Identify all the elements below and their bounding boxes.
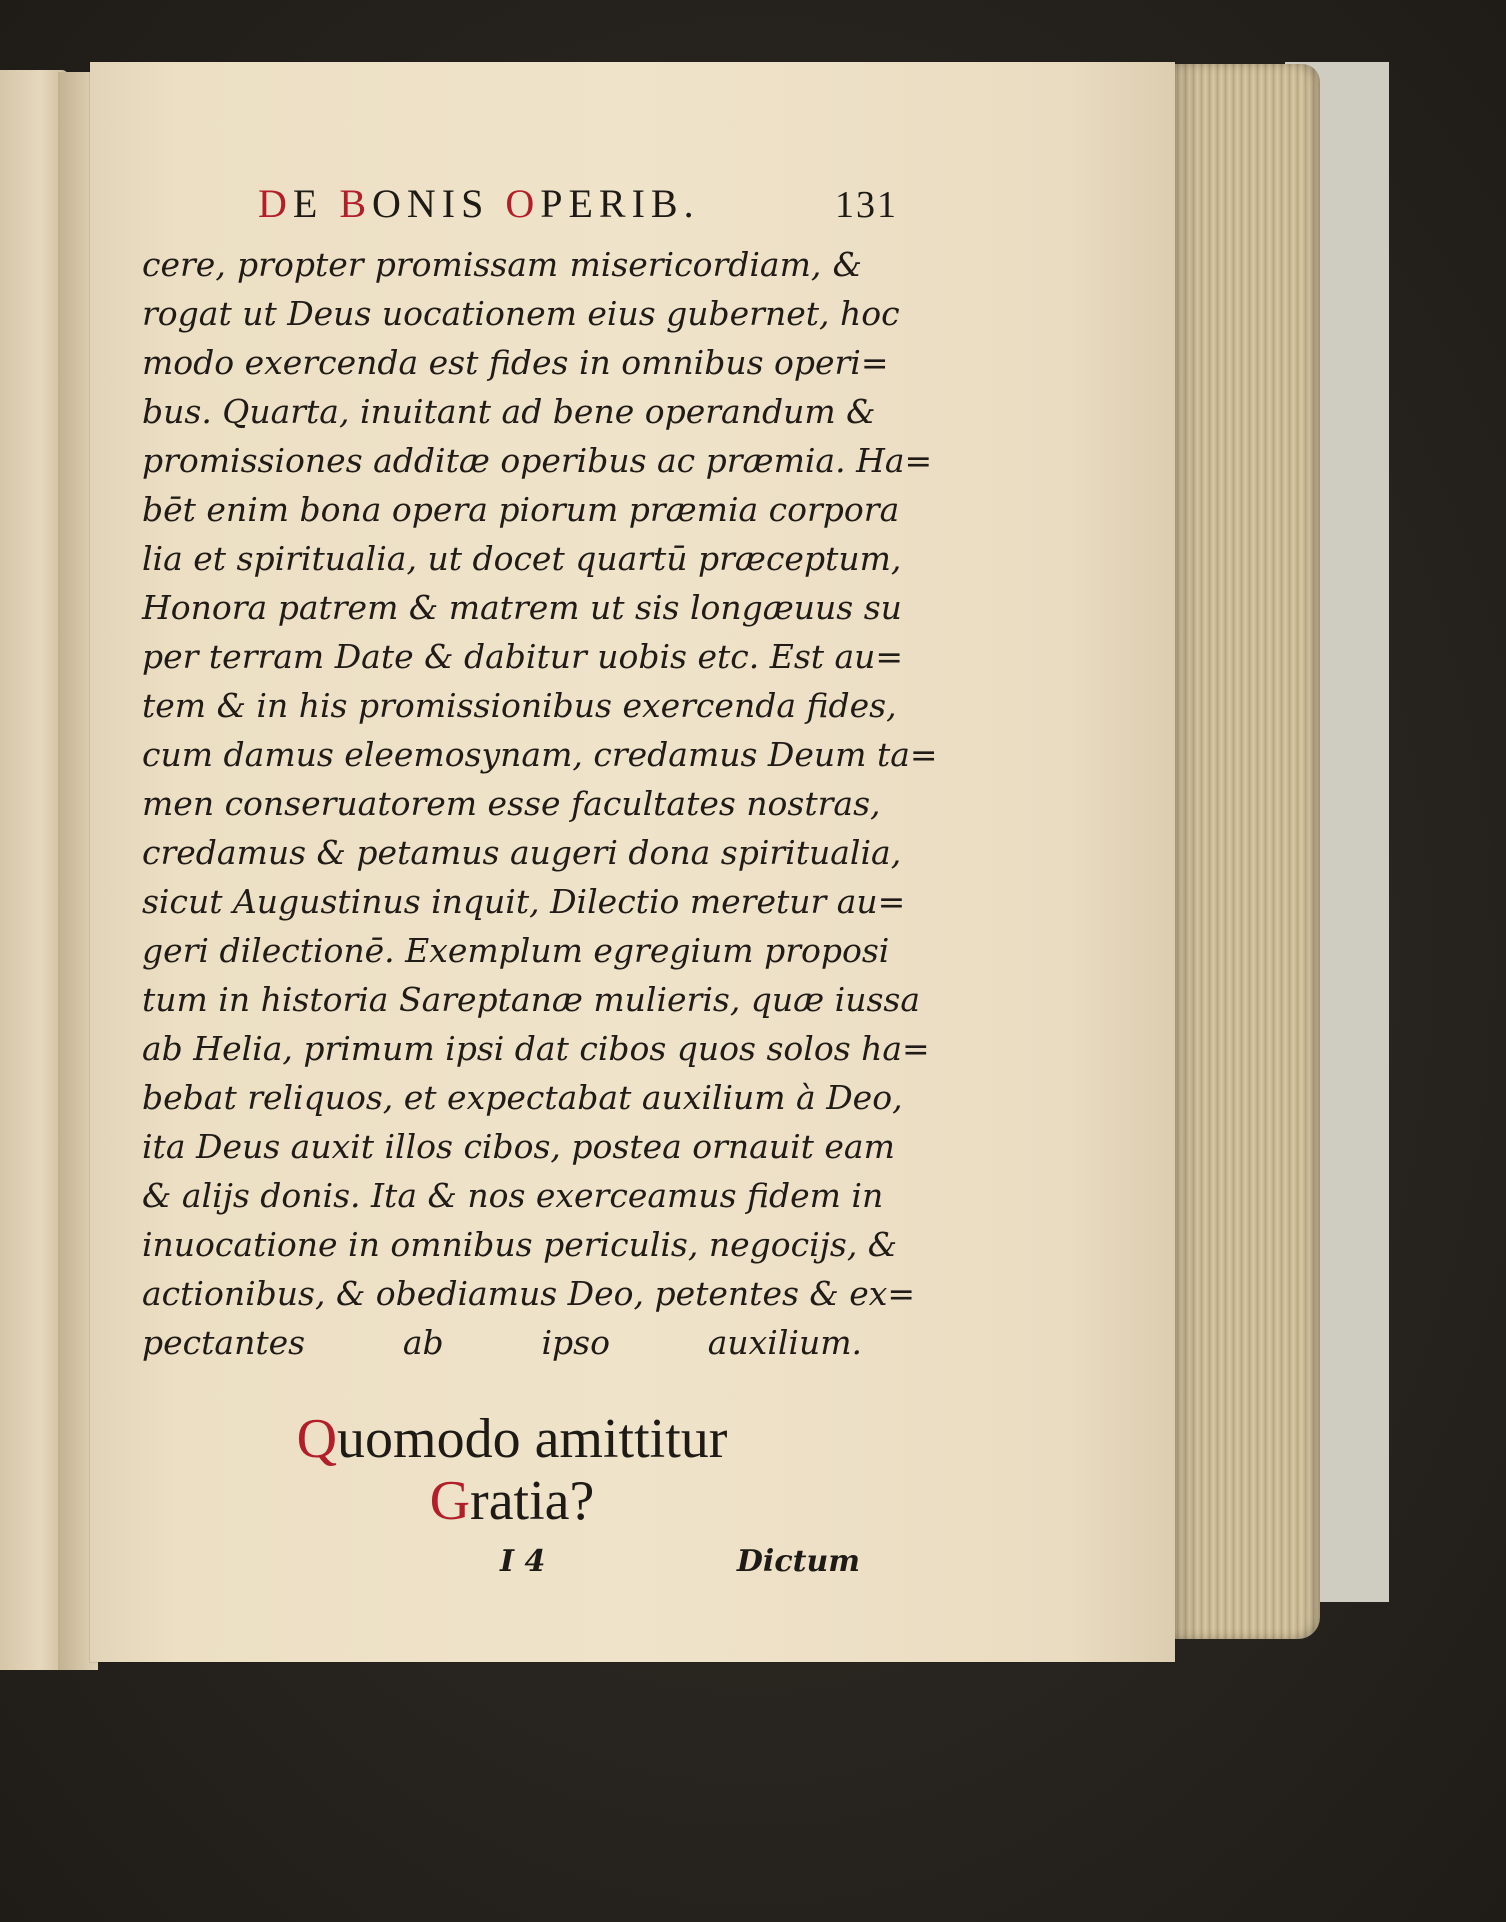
page-number: 131 [835,184,898,226]
text-line: actionibus, & obediamus Deo, petentes & ex= [142,1274,916,1313]
text-line: geri dilectionē. Exemplum egregium proposi [142,931,890,970]
heading-line-1: Quomodo amittitur [296,1408,728,1470]
signature-mark: I 4 [500,1544,546,1579]
text-line: ita Deus auxit illos cibos, postea ornauit eam [142,1127,895,1166]
text-line: per terram Date & dabitur uobis etc. Est au= [142,637,904,676]
page-edges [1170,64,1320,1639]
text-line: ab Helia, primum ipsi dat cibos quos solos ha= [142,1029,930,1068]
text-line: bēt enim bona opera piorum præmia corpora [142,490,900,529]
section-heading [252,1408,772,1532]
catchword: Dictum [736,1544,860,1579]
text-line: cum damus eleemosynam, credamus Deum ta= [142,735,938,774]
text-line: Honora patrem & matrem ut sis longæuus su [142,588,902,627]
text-line: pectantes ab ipso auxilium. [142,1323,862,1362]
text-line: inuocatione in omnibus periculis, negocijs, & [142,1225,898,1264]
text-line: bus. Quarta, inuitant ad bene operandum & [142,392,876,431]
running-title: DE BONIS OPERIB. [258,181,700,226]
body-text [142,240,938,1367]
page-footer [500,1544,860,1588]
text-line: sicut Augustinus inquit, Dilectio meretur au= [142,882,906,921]
text-line: credamus & petamus augeri dona spiritualia, [142,833,902,872]
text-line: men conseruatorem esse facultates nostras, [142,784,881,823]
text-line: cere, propter promissam misericordiam, & [142,245,862,284]
text-line: promissiones additæ operibus ac præmia. Ha= [142,441,933,480]
text-line: bebat reliquos, et expectabat auxilium à Deo, [142,1078,903,1117]
heading-line-2: Gratia? [429,1470,595,1532]
text-line: modo exercenda est fides in omnibus operi= [142,343,889,382]
text-line: tem & in his promissionibus exercenda fides, [142,686,897,725]
text-line: rogat ut Deus uocationem eius gubernet, hoc [142,294,900,333]
text-line: & alijs donis. Ita & nos exerceamus fidem in [142,1176,884,1215]
text-line: tum in historia Sareptanæ mulieris, quæ iussa [142,980,921,1019]
running-header [258,180,898,230]
text-line: lia et spiritualia, ut docet quartū præceptum, [142,539,902,578]
